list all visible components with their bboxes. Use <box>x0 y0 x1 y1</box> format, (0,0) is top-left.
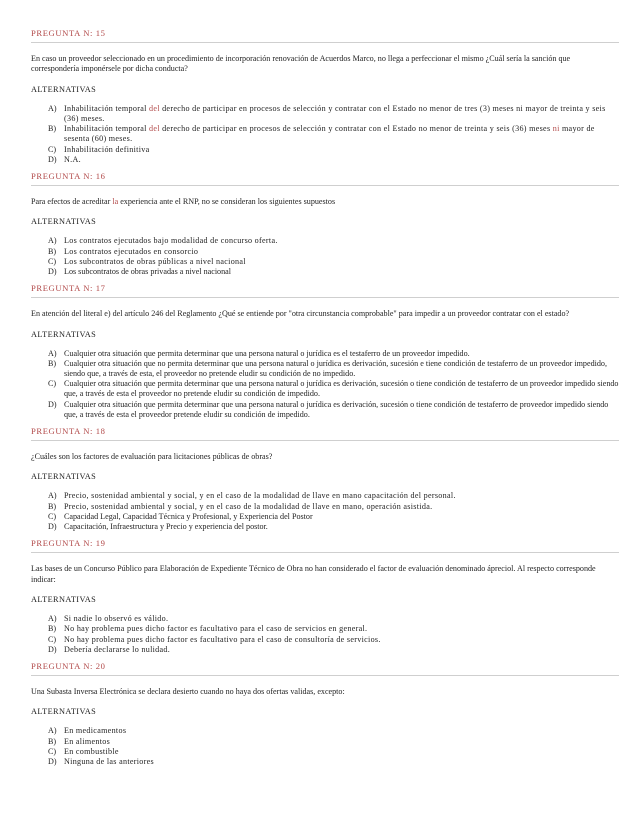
question-text: En caso un proveedor seleccionado en un procedimiento de incorporación renovación de Acuerdos Marco, no llega a perfeccionar el mismo ¿Cuál sería la sanción que correspondería imponérsele por dicha conducta? <box>31 54 571 74</box>
option-letter: D) <box>48 756 57 766</box>
option-d <box>31 522 619 532</box>
alternatives-label: ALTERNATIVAS <box>31 217 97 227</box>
question-15 <box>31 28 619 165</box>
document-page <box>31 28 619 773</box>
option-text: N.A. <box>64 154 81 164</box>
option-a <box>31 614 619 624</box>
option-letter: C) <box>48 256 57 266</box>
option-d <box>31 155 619 165</box>
question-heading: PREGUNTA N: 18 <box>31 426 619 441</box>
option-letter: D) <box>48 522 57 532</box>
option-letter: D) <box>48 399 57 409</box>
option-text: Inhabilitación temporal del derecho de participar en procesos de selección y contratar con el Estado no menor de tres (3) meses ni mayor de treinta y seis (36) meses. <box>64 103 606 124</box>
option-letter: D) <box>48 644 57 654</box>
option-text: No hay problema pues dicho factor es facultativo para el caso de consultoría de servicios. <box>64 634 381 644</box>
option-text: En medicamentos <box>64 726 127 736</box>
question-text: Para efectos de acreditar la experiencia ante el RNP, no se consideran los siguientes supuestos <box>31 197 336 207</box>
options-list <box>31 236 619 277</box>
option-letter: A) <box>48 236 57 246</box>
option-letter: B) <box>48 124 57 134</box>
question-heading: PREGUNTA N: 19 <box>31 538 619 553</box>
option-a <box>31 349 619 359</box>
option-a <box>31 726 619 736</box>
option-text: Precio, sostenidad ambiental y social, y en el caso de la modalidad de llave en mano, operación asistida. <box>64 501 433 511</box>
option-text: Los contratos ejecutados en consorcio <box>64 246 199 256</box>
option-text: Cualquier otra situación que no permita determinar que una persona natural o jurídica es derivación, sucesión e tiene condición de testaferro de un proveedor impedido, siendo que, a través de esta, el proveedor no pretende eludir su condición de no impedido. <box>64 358 607 379</box>
option-letter: C) <box>48 634 57 644</box>
option-a <box>31 236 619 246</box>
option-text: Los subcontratos de obras privadas a nivel nacional <box>64 267 231 277</box>
option-letter: C) <box>48 511 57 521</box>
option-letter: B) <box>48 736 57 746</box>
option-text: Ninguna de las anteriores <box>64 756 154 766</box>
question-text: Una Subasta Inversa Electrónica se declara desierto cuando no haya dos ofertas validas, excepto: <box>31 686 345 696</box>
option-a <box>31 104 619 124</box>
option-b <box>31 624 619 634</box>
option-d <box>31 757 619 767</box>
option-a <box>31 491 619 501</box>
options-list <box>31 726 619 767</box>
option-text: En combustible <box>64 746 119 756</box>
question-heading: PREGUNTA N: 17 <box>31 283 619 298</box>
option-c <box>31 747 619 757</box>
option-letter: B) <box>48 246 57 256</box>
option-letter: C) <box>48 746 57 756</box>
options-list <box>31 614 619 655</box>
question-heading: PREGUNTA N: 15 <box>31 28 619 43</box>
option-letter: B) <box>48 358 57 368</box>
option-text: Cualquier otra situación que permita determinar que una persona natural o jurídica es derivación, sucesión o tiene condición de testaferro de un proveedor impedido siendo que, a través de esta el proveedor no pretende eludir su condición de impedido. <box>64 379 619 399</box>
options-list <box>31 104 619 165</box>
option-text: Debería declararse lo nulidad. <box>64 644 171 654</box>
question-heading: PREGUNTA N: 16 <box>31 171 619 186</box>
option-c <box>31 512 619 522</box>
question-17 <box>31 283 619 420</box>
alternatives-label: ALTERNATIVAS <box>31 472 97 482</box>
option-letter: B) <box>48 501 57 511</box>
question-19 <box>31 538 619 655</box>
option-text: Capacitación, Infraestructura y Precio y experiencia del postor. <box>64 522 268 532</box>
option-c <box>31 379 619 399</box>
option-letter: A) <box>48 614 57 624</box>
option-letter: A) <box>48 491 57 501</box>
option-text: No hay problema pues dicho factor es facultativo para el caso de servicios en general. <box>64 624 368 634</box>
alternatives-label: ALTERNATIVAS <box>31 329 97 339</box>
option-text: Capacidad Legal, Capacidad Técnica y Profesional, y Experiencia del Postor <box>64 511 313 521</box>
question-20 <box>31 661 619 767</box>
alternatives-label: ALTERNATIVAS <box>31 595 97 605</box>
option-b <box>31 359 619 379</box>
option-d <box>31 267 619 277</box>
option-c <box>31 635 619 645</box>
question-heading: PREGUNTA N: 20 <box>31 661 619 676</box>
option-text: Cualquier otra situación que permita determinar que una persona natural o jurídica es el testaferro de un proveedor impedido. <box>64 348 470 358</box>
option-b <box>31 247 619 257</box>
option-text: Cualquier otra situación que permita determinar que una persona natural o jurídica es derivación, sucesión o tiene condición de testaferro de proveedor impedido siendo que, a través de esta el proveedor pretende eludir su condición de impedido. <box>64 399 609 419</box>
option-letter: D) <box>48 267 57 277</box>
option-letter: C) <box>48 144 57 154</box>
option-b <box>31 737 619 747</box>
option-text: Inhabilitación definitiva <box>64 144 150 154</box>
option-text: Si nadie lo observó es válido. <box>64 614 169 624</box>
option-letter: C) <box>48 379 57 389</box>
question-text: Las bases de un Concurso Público para Elaboración de Expediente Técnico de Obra no han considerado el factor de evaluación denominado ápreciol. Al respecto corresponde indicar: <box>31 564 596 584</box>
options-list <box>31 349 619 420</box>
alternatives-label: ALTERNATIVAS <box>31 707 97 717</box>
option-letter: A) <box>48 726 57 736</box>
option-text: Los contratos ejecutados bajo modalidad de concurso oferta. <box>64 236 278 246</box>
options-list <box>31 491 619 532</box>
option-d <box>31 645 619 655</box>
question-16 <box>31 171 619 277</box>
option-b <box>31 124 619 144</box>
option-text: En alimentos <box>64 736 111 746</box>
option-text: Inhabilitación temporal del derecho de participar en procesos de selección y contratar con el Estado no menor de treinta y seis (36) meses ni mayor de sesenta (60) meses. <box>64 124 595 144</box>
option-letter: A) <box>48 348 57 358</box>
option-letter: B) <box>48 624 57 634</box>
question-18 <box>31 426 619 532</box>
option-b <box>31 502 619 512</box>
option-c <box>31 145 619 155</box>
option-letter: A) <box>48 103 57 113</box>
option-text: Los subcontratos de obras públicas a nivel nacional <box>64 256 246 266</box>
option-d <box>31 400 619 420</box>
alternatives-label: ALTERNATIVAS <box>31 84 97 94</box>
option-letter: D) <box>48 154 57 164</box>
option-text: Precio, sostenidad ambiental y social, y en el caso de la modalidad de llave en mano capacitación del personal. <box>64 491 456 501</box>
option-c <box>31 257 619 267</box>
question-text: En atención del literal e) del artículo 246 del Reglamento ¿Qué se entiende por "otra circunstancia comprobable" para impedir a un proveedor contratar con el estado? <box>31 309 570 319</box>
question-text: ¿Cuáles son los factores de evaluación para licitaciones públicas de obras? <box>31 452 273 462</box>
